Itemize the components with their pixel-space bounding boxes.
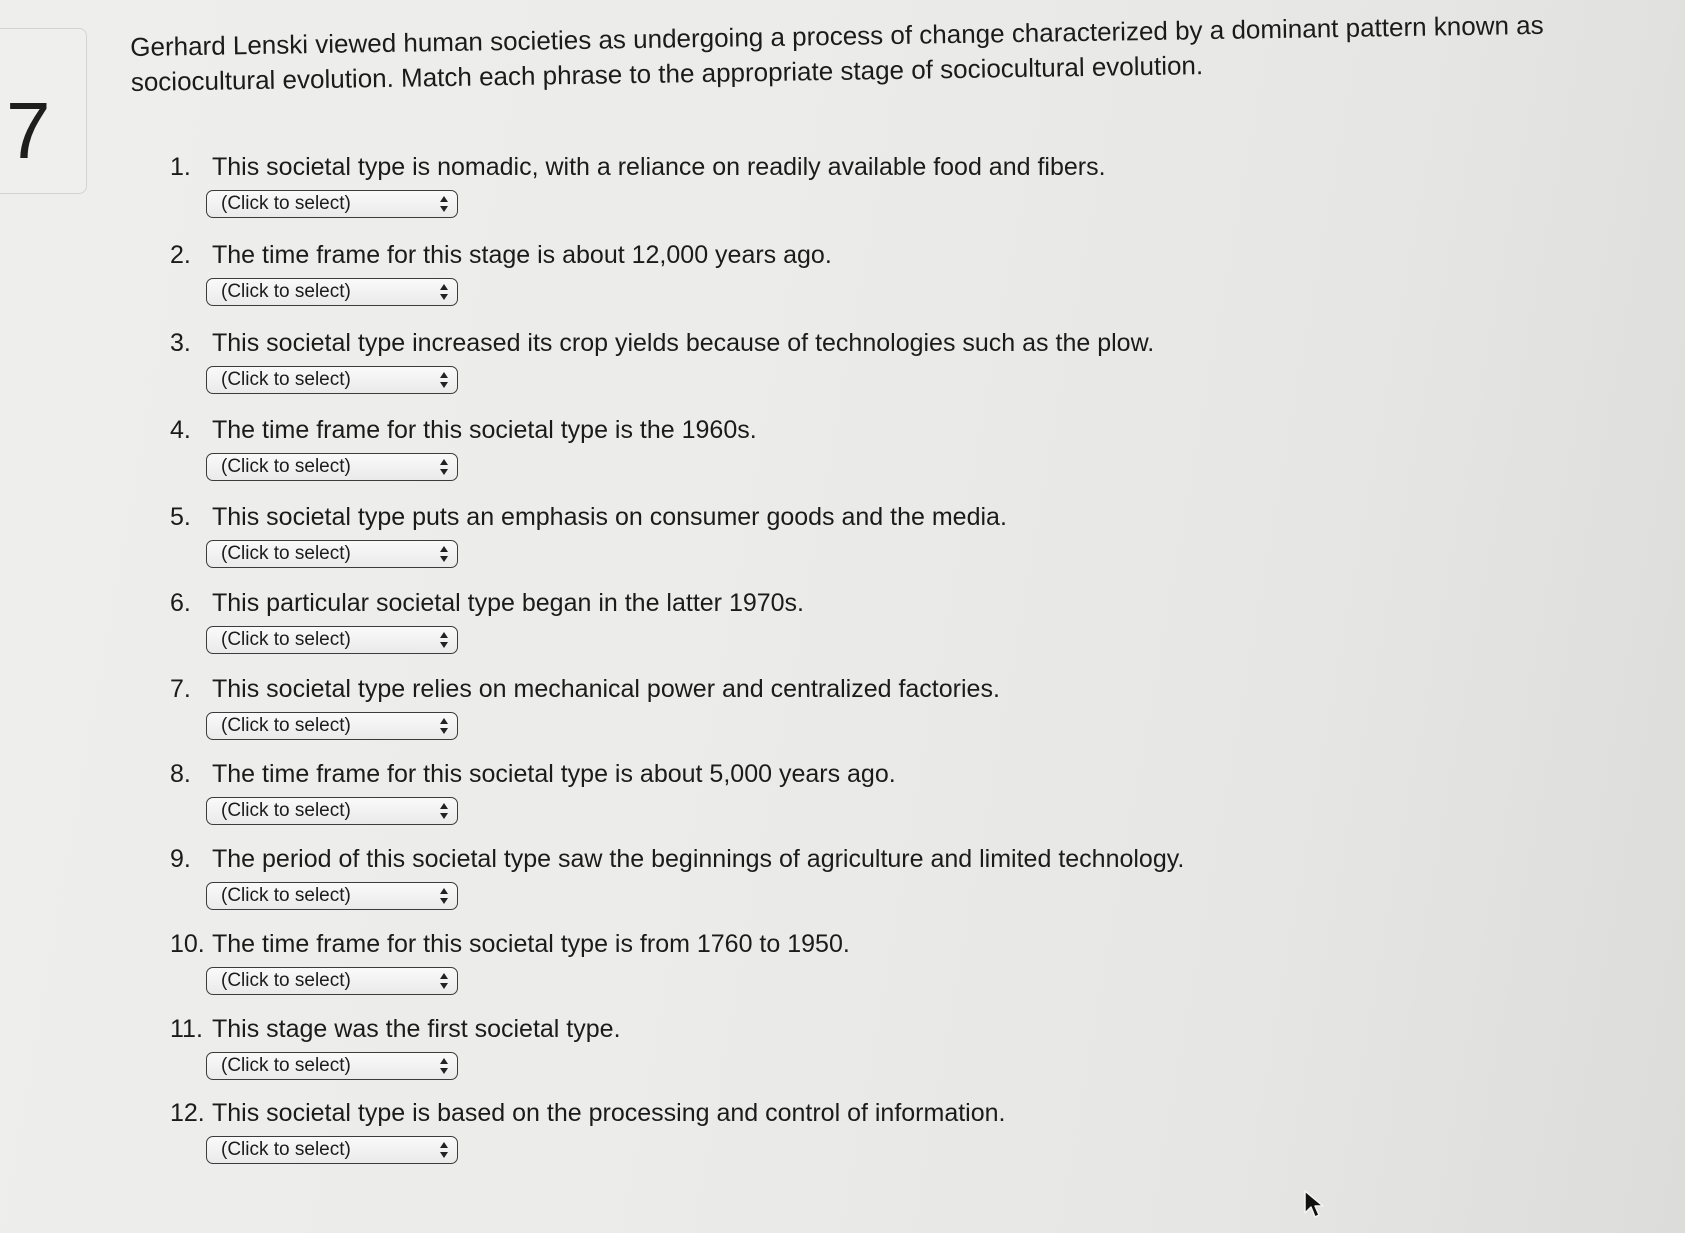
select-value: (Click to select) bbox=[221, 715, 351, 736]
select-value: (Click to select) bbox=[221, 970, 351, 991]
stage-select-12[interactable] bbox=[206, 1136, 458, 1164]
item-number: 1. bbox=[170, 153, 191, 181]
item-text: The time frame for this societal type is about 5,000 years ago. bbox=[212, 760, 896, 788]
stage-select-9[interactable] bbox=[206, 882, 458, 910]
stage-select-1[interactable] bbox=[206, 190, 458, 218]
question-number: 7 bbox=[6, 86, 51, 175]
updown-arrows-icon bbox=[439, 1055, 449, 1077]
list-item bbox=[170, 326, 1370, 394]
select-value: (Click to select) bbox=[221, 456, 351, 477]
updown-arrows-icon bbox=[439, 193, 449, 215]
item-text: This particular societal type began in the latter 1970s. bbox=[212, 589, 805, 617]
select-value: (Click to select) bbox=[221, 629, 351, 650]
item-text: The time frame for this societal type is the 1960s. bbox=[212, 416, 757, 444]
updown-arrows-icon bbox=[439, 1139, 449, 1161]
list-item bbox=[170, 413, 1370, 481]
item-text: This societal type is based on the processing and control of information. bbox=[212, 1099, 1006, 1127]
stage-select-5[interactable] bbox=[206, 540, 458, 568]
updown-arrows-icon bbox=[439, 970, 449, 992]
stage-select-6[interactable] bbox=[206, 626, 458, 654]
list-item bbox=[170, 842, 1370, 910]
item-number: 7. bbox=[170, 675, 191, 703]
updown-arrows-icon bbox=[439, 369, 449, 391]
item-number: 5. bbox=[170, 503, 191, 531]
updown-arrows-icon bbox=[439, 629, 449, 651]
select-value: (Click to select) bbox=[221, 885, 351, 906]
item-number: 12. bbox=[170, 1099, 205, 1127]
select-value: (Click to select) bbox=[221, 369, 351, 390]
item-text: The time frame for this stage is about 12,000 years ago. bbox=[212, 241, 832, 269]
mouse-pointer-icon bbox=[1303, 1189, 1327, 1221]
updown-arrows-icon bbox=[439, 456, 449, 478]
stage-select-8[interactable] bbox=[206, 797, 458, 825]
item-number: 9. bbox=[170, 845, 191, 873]
updown-arrows-icon bbox=[439, 281, 449, 303]
item-number: 10. bbox=[170, 930, 205, 958]
list-item bbox=[170, 1012, 1370, 1080]
item-number: 8. bbox=[170, 760, 191, 788]
list-item bbox=[170, 1096, 1370, 1164]
item-text: This stage was the first societal type. bbox=[212, 1015, 621, 1043]
updown-arrows-icon bbox=[439, 543, 449, 565]
item-text: This societal type increased its crop yields because of technologies such as the plow. bbox=[212, 329, 1155, 357]
question-prompt: Gerhard Lenski viewed human societies as undergoing a process of change characterized by a dominant pattern known as sociocultural evolution. Match each phrase to the appropriate stage of sociocultural evolution. bbox=[130, 9, 1544, 97]
list-item bbox=[170, 927, 1370, 995]
question-number-box bbox=[0, 28, 87, 194]
stage-select-7[interactable] bbox=[206, 712, 458, 740]
select-value: (Click to select) bbox=[221, 193, 351, 214]
updown-arrows-icon bbox=[439, 800, 449, 822]
item-text: This societal type relies on mechanical power and centralized factories. bbox=[212, 675, 1000, 703]
item-text: The time frame for this societal type is from 1760 to 1950. bbox=[212, 930, 850, 958]
item-text: This societal type puts an emphasis on consumer goods and the media. bbox=[212, 503, 1007, 531]
updown-arrows-icon bbox=[439, 885, 449, 907]
stage-select-3[interactable] bbox=[206, 366, 458, 394]
select-value: (Click to select) bbox=[221, 281, 351, 302]
stage-select-11[interactable] bbox=[206, 1052, 458, 1080]
select-value: (Click to select) bbox=[221, 543, 351, 564]
item-text: The period of this societal type saw the beginnings of agriculture and limited technology. bbox=[212, 845, 1185, 873]
item-number: 4. bbox=[170, 416, 191, 444]
stage-select-2[interactable] bbox=[206, 278, 458, 306]
list-item bbox=[170, 672, 1370, 740]
list-item bbox=[170, 238, 1370, 306]
updown-arrows-icon bbox=[439, 715, 449, 737]
stage-select-10[interactable] bbox=[206, 967, 458, 995]
item-number: 6. bbox=[170, 589, 191, 617]
list-item bbox=[170, 757, 1370, 825]
item-number: 3. bbox=[170, 329, 191, 357]
list-item bbox=[170, 586, 1370, 654]
item-text: This societal type is nomadic, with a reliance on readily available food and fibers. bbox=[212, 153, 1106, 181]
select-value: (Click to select) bbox=[221, 800, 351, 821]
matching-items-list bbox=[170, 150, 1370, 1233]
list-item bbox=[170, 150, 1370, 218]
stage-select-4[interactable] bbox=[206, 453, 458, 481]
select-value: (Click to select) bbox=[221, 1139, 351, 1160]
list-item bbox=[170, 500, 1370, 568]
select-value: (Click to select) bbox=[221, 1055, 351, 1076]
item-number: 2. bbox=[170, 241, 191, 269]
item-number: 11. bbox=[170, 1015, 203, 1043]
